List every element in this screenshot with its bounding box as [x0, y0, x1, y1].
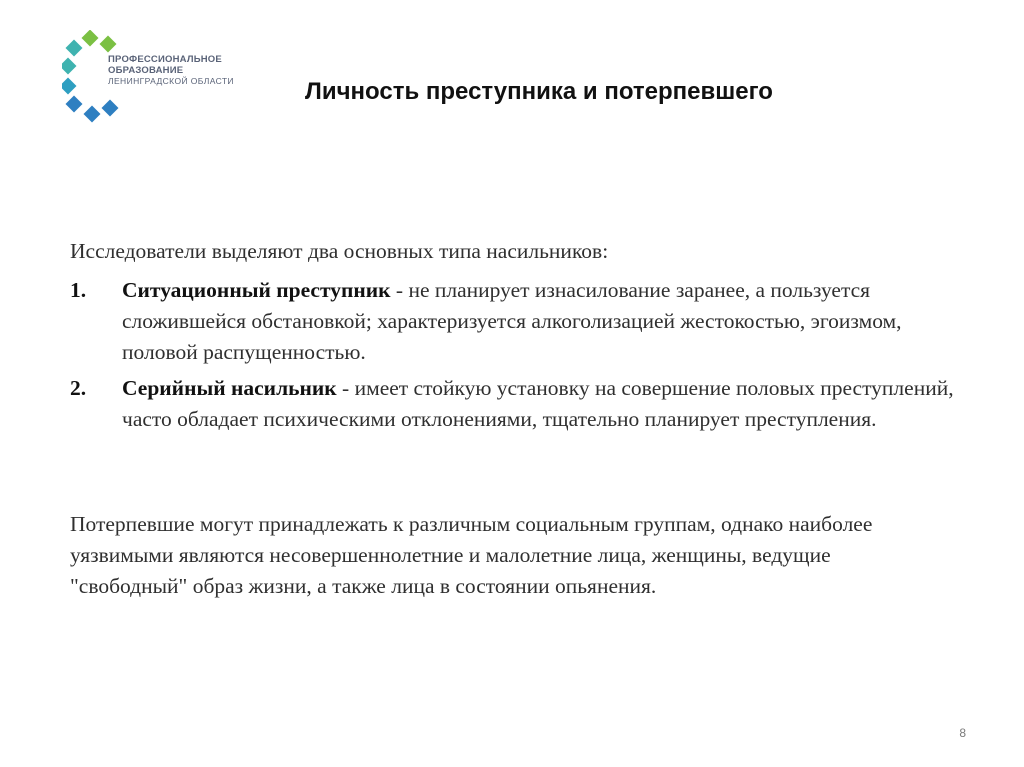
page-number: 8: [959, 726, 966, 740]
list-item-text: [122, 275, 962, 368]
slide-title: Личность преступника и потерпевшего: [305, 78, 773, 105]
list-item-number: 2.: [70, 376, 87, 400]
list-item-term: Ситуационный преступник: [122, 278, 391, 302]
logo-line-2: ОБРАЗОВАНИЕ: [108, 65, 184, 76]
intro-text: Исследователи выделяют два основных типа насильников:: [70, 239, 609, 263]
logo-line-1: ПРОФЕССИОНАЛЬНОЕ: [108, 54, 222, 65]
victims-paragraph: Потерпевшие могут принадлежать к различным социальным группам, однако наиболее уязвимыми являются несовершеннолетние и малолетние лица, женщины, ведущие "свободный" образ жизни, а также лица в состоянии опьянения.: [70, 512, 873, 598]
logo-text: [108, 54, 234, 87]
list-item-description: - имеет стойкую установку на совершение половых преступлений, часто обладает психическими отклонениями, тщательно планирует преступления.: [122, 376, 954, 431]
list-item-number: 1.: [70, 278, 87, 302]
list-item-text: [122, 373, 962, 435]
list-item-description: - не планирует изнасилование заранее, а пользуется сложившейся обстановкой; характеризуется алкоголизацией жестокостью, эгоизмом, половой распущенностью.: [122, 278, 902, 364]
logo-line-3: ЛЕНИНГРАДСКОЙ ОБЛАСТИ: [108, 76, 234, 86]
logo: [62, 30, 262, 126]
list-item-term: Серийный насильник: [122, 376, 337, 400]
